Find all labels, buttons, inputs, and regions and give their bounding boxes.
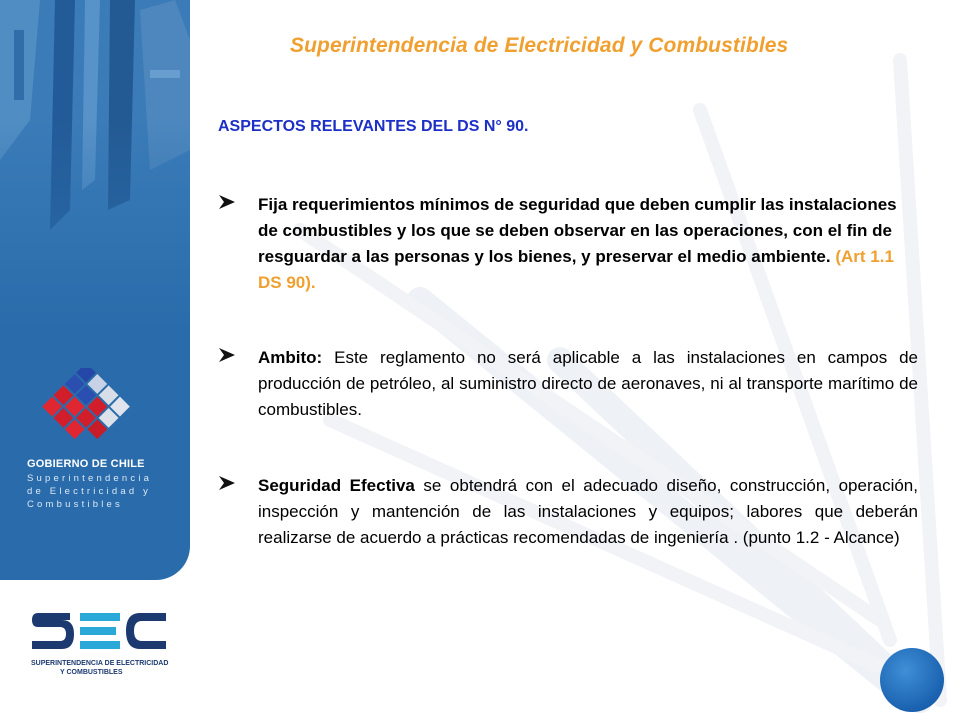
gobierno-subtitle-line-2: de Electricidad y bbox=[27, 486, 152, 497]
gobierno-subtitle-line-1: Superintendencia bbox=[27, 473, 153, 484]
arrow-bullet-icon bbox=[218, 475, 236, 491]
sec-logo bbox=[30, 607, 170, 655]
bullet-text bbox=[258, 473, 918, 551]
sec-subtitle-line-1: SUPERINTENDENCIA DE ELECTRICIDAD bbox=[31, 660, 169, 667]
bullet-item-2 bbox=[218, 345, 918, 423]
bullet-main-text: Fija requerimientos mínimos de seguridad que deben cumplir las instalaciones de combustibles y los que se deben observar en las operaciones, con el fin de resguardar a las personas y los bienes, y preservar el medio ambiente. bbox=[258, 195, 897, 266]
bullet-body: Este reglamento no será aplicable a las instalaciones en campos de producción de petróleo, al suministro directo de aeronaves, ni al transporte marítimo de combustibles. bbox=[258, 348, 918, 419]
arrow-bullet-icon bbox=[218, 347, 236, 363]
gobierno-subtitle-line-3: Combustibles bbox=[27, 499, 123, 510]
chile-government-cube-logo bbox=[36, 368, 136, 458]
bullet-text bbox=[258, 192, 918, 296]
building-photo bbox=[0, 0, 190, 330]
corner-decorative-circle bbox=[880, 648, 944, 712]
arrow-bullet-icon bbox=[218, 194, 236, 210]
article-reference: (Art 1.1 DS 90). bbox=[258, 247, 894, 292]
gobierno-title: GOBIERNO DE CHILE bbox=[27, 458, 145, 470]
bullet-text bbox=[258, 345, 918, 423]
sec-subtitle-line-2: Y COMBUSTIBLES bbox=[60, 669, 123, 676]
section-heading: ASPECTOS RELEVANTES DEL DS N° 90. bbox=[218, 118, 529, 135]
bullet-body: se obtendrá con el adecuado diseño, construcción, operación, inspección y mantención de las instalaciones y equipos; labores que deberán realizarse de acuerdo a prácticas recomendadas de ingeniería . (punto 1.2 - Alcance) bbox=[258, 476, 918, 547]
bullet-item-3 bbox=[218, 473, 918, 551]
bullet-lead: Seguridad Efectiva bbox=[258, 476, 415, 495]
page-header-title: Superintendencia de Electricidad y Combustibles bbox=[290, 34, 789, 57]
bullet-item-1 bbox=[218, 192, 918, 296]
bullet-lead: Ambito: bbox=[258, 348, 323, 367]
